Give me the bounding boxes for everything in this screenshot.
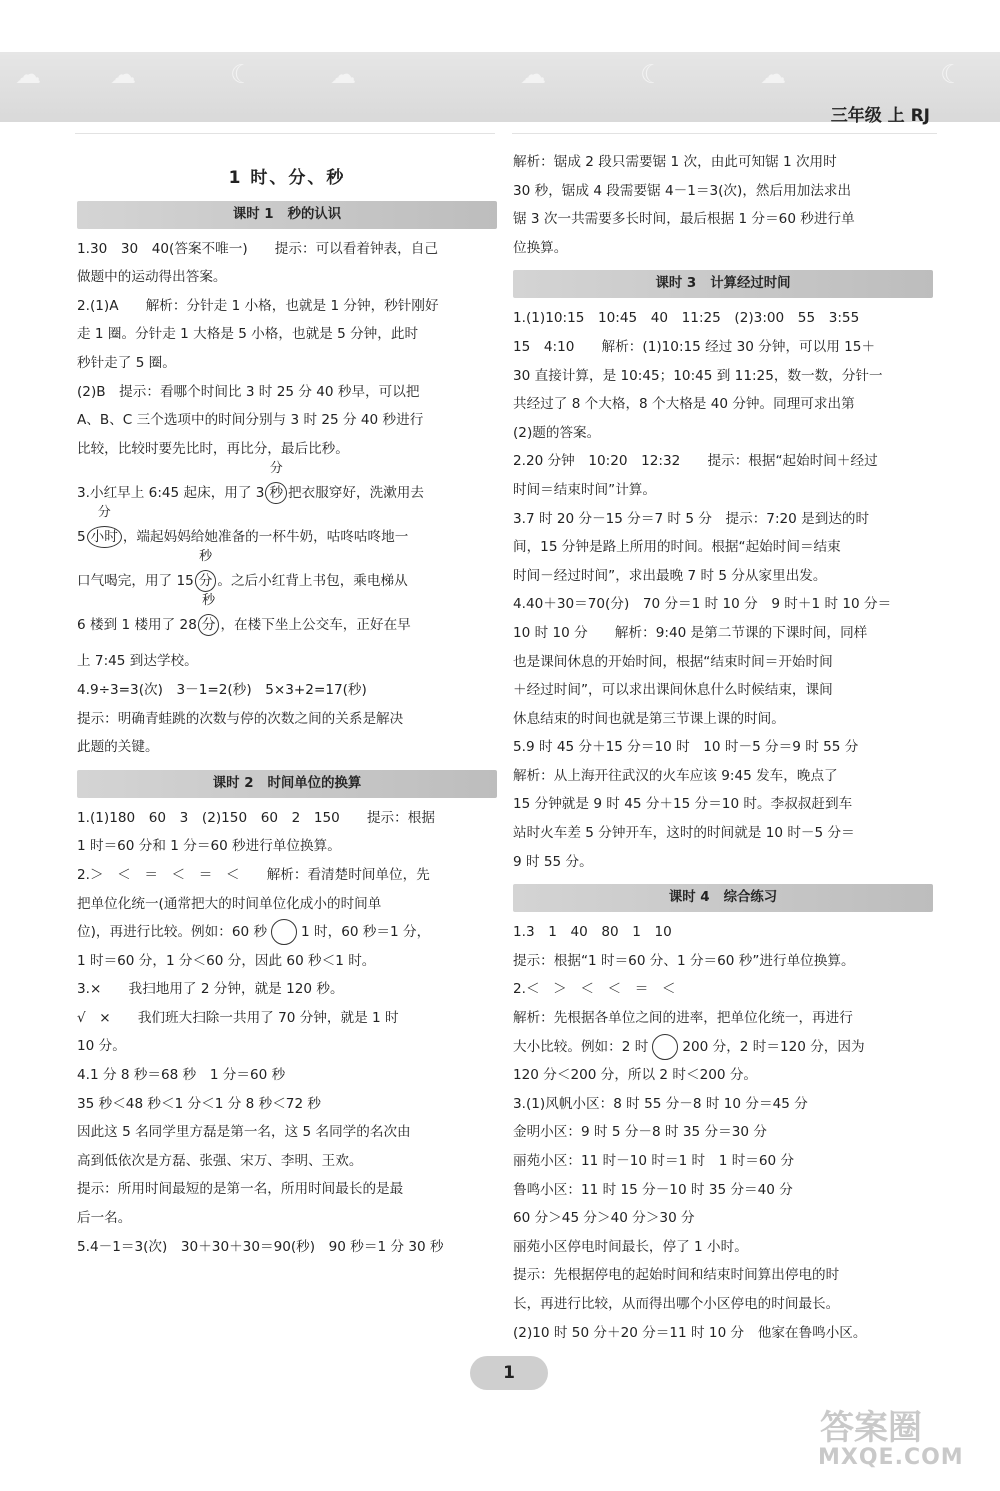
q3-line — [77, 549, 497, 603]
circled-unit — [265, 461, 287, 504]
answer-line: 1 时＝60 分和 1 分＝60 秒进行单位换算。 — [77, 838, 341, 855]
moon-icon: ☾ — [940, 60, 964, 90]
blank-circle — [271, 919, 297, 945]
divider — [75, 133, 495, 134]
answer-line: 此题的关键。 — [77, 739, 159, 756]
answer-line: 30 直接计算，是 10:45；10:45 到 11:25，数一数，分针一 — [513, 367, 883, 384]
answer-line: 站时火车差 5 分钟开车，这时的时间就是 10 时－5 分＝ — [513, 825, 855, 842]
answer-line: 秒针走了 5 圈。 — [77, 354, 176, 371]
page-number: 1 — [470, 1356, 548, 1390]
wrong-unit: 小时 — [90, 529, 118, 546]
blank-circle — [652, 1034, 678, 1060]
answer-text: 1 时，60 秒＝1 分， — [301, 924, 431, 941]
right-column — [513, 148, 933, 1347]
answer-line: 1.3 1 40 80 1 10 — [513, 924, 672, 941]
q3-line — [77, 593, 497, 647]
answer-line: (2)10 时 50 分＋20 分＝11 时 10 分 他家在鲁鸣小区。 — [513, 1324, 867, 1341]
q3-line: 上 7:45 到达学校。 — [77, 653, 198, 670]
q3-text: 。之后小红背上书包，乘电梯从 — [217, 573, 408, 590]
answer-line: 金明小区：9 时 5 分－8 时 35 分＝30 分 — [513, 1124, 767, 1141]
answer-line: 丽苑小区停电时间最长，停了 1 小时。 — [513, 1238, 748, 1255]
answer-line: 走 1 圈。分针走 1 大格是 5 小格，也就是 5 分钟，此时 — [77, 326, 419, 343]
lesson-title: 时间单位的换算 — [267, 775, 362, 791]
divider — [512, 133, 937, 134]
answer-line: 解析：锯成 2 段只需要锯 1 次，由此可知锯 1 次用时 — [513, 154, 837, 170]
answer-line: (2)B 提示：看哪个时间比 3 时 25 分 40 秒早，可以把 — [77, 383, 420, 400]
wrong-unit: 分 — [201, 617, 216, 634]
answer-line — [513, 1033, 933, 1062]
answer-line: 后一名。 — [77, 1210, 132, 1227]
answer-line: 长，再进行比较，从而得出哪个小区停电的时间最长。 — [513, 1295, 840, 1312]
answer-line: (2)题的答案。 — [513, 424, 601, 441]
q3-text: 6 楼到 1 楼用了 28 — [77, 617, 197, 634]
answer-line: 因此这 5 名同学里方磊是第一名，这 5 名同学的名次由 — [77, 1124, 411, 1141]
answer-line: 15 4:10 解析：(1)10:15 经过 30 分钟，可以用 15＋ — [513, 338, 876, 355]
answer-line: 30 秒，锯成 4 段需要锯 4－1＝3(次)，然后用加法求出 — [513, 182, 852, 199]
cloud-icon: ☁ — [520, 60, 546, 90]
answer-line: 也是课间休息的开始时间，根据“结束时间＝开始时间 — [513, 653, 833, 670]
grade-label: 三年级 上 RJ — [830, 106, 930, 126]
cloud-icon: ☁ — [760, 60, 786, 90]
q3-line — [77, 461, 497, 515]
answer-line: 35 秒＜48 秒＜1 分＜1 分 8 秒＜72 秒 — [77, 1095, 322, 1112]
answer-line: 1.(1)10:15 10:45 40 11:25 (2)3:00 55 3:55 — [513, 310, 860, 327]
answer-line: 1 时＝60 分，1 分＜60 分，因此 60 秒＜1 时。 — [77, 952, 376, 969]
answer-line: 5.4－1＝3(次) 30＋30＋30＝90(秒) 90 秒＝1 分 30 秒 — [77, 1238, 444, 1255]
q3-text: 口气喝完，用了 15 — [77, 573, 194, 590]
answer-line: 高到低依次是方磊、张强、宋万、李明、王欢。 — [77, 1152, 363, 1169]
answer-text: 大小比较。例如：2 时 — [513, 1038, 649, 1055]
answer-line: 提示：根据“1 时＝60 分、1 分＝60 秒”进行单位换算。 — [513, 952, 855, 969]
q3-line — [77, 505, 497, 559]
q3-text: 5 — [77, 529, 86, 546]
answer-line: 1.30 30 40(答案不唯一) 提示：可以看着钟表，自己 — [77, 240, 438, 257]
answer-line: 9 时 55 分。 — [513, 853, 593, 870]
q3-text: ，在楼下坐上公交车，正好在早 — [220, 617, 411, 634]
answer-line: 4.40＋30＝70(分) 70 分＝1 时 10 分 9 时＋1 时 10 分＝ — [513, 596, 892, 613]
lesson-title: 秒的认识 — [287, 206, 342, 222]
lesson-label: 课时 3 — [655, 276, 697, 292]
q3-text: 把衣服穿好，洗漱用去 — [288, 485, 424, 502]
answer-line: 做题中的运动得出答案。 — [77, 269, 227, 286]
answer-line: 锯 3 次一共需要多长时间，最后根据 1 分＝60 秒进行单 — [513, 211, 855, 228]
answer-line: 时间－经过时间”，求出最晚 7 时 5 分从家里出发。 — [513, 567, 827, 584]
q3-text: 3.小红早上 6:45 起床，用了 3 — [77, 485, 265, 502]
answer-line: 5.9 时 45 分＋15 分＝10 时 10 时－5 分＝9 时 55 分 — [513, 739, 859, 756]
cloud-icon: ☁ — [330, 60, 356, 90]
cloud-icon: ☁ — [15, 60, 41, 90]
answer-line: 3.7 时 20 分－15 分＝7 时 5 分 提示：7:20 是到达的时 — [513, 510, 870, 527]
circled-unit — [195, 549, 217, 592]
answer-line: 休息结束的时间也就是第三节课上课的时间。 — [513, 710, 785, 727]
answer-line: 120 分＜200 分，所以 2 时＜200 分。 — [513, 1067, 758, 1084]
answer-text: 200 分，2 时＝120 分，因为 — [682, 1038, 865, 1055]
answer-line: 解析：先根据各单位之间的进率，把单位化统一，再进行 — [513, 1010, 853, 1027]
moon-icon: ☾ — [640, 60, 664, 90]
cloud-icon: ☁ — [110, 60, 136, 90]
answer-line — [77, 918, 497, 947]
circled-unit — [87, 505, 122, 548]
answer-line: 2.20 分钟 10:20 12:32 提示：根据“起始时间＋经过 — [513, 453, 878, 470]
answer-line: 10 时 10 分 解析：9:40 是第二节课的下课时间，同样 — [513, 624, 868, 641]
answer-line: ＋经过时间”，可以求出课间休息什么时候结束，课间 — [513, 682, 833, 699]
answer-text: 位)，再进行比较。例如：60 秒 — [77, 924, 268, 941]
answer-line: 鲁鸣小区：11 时 15 分－10 时 35 分＝40 分 — [513, 1181, 793, 1198]
corrected-unit: 秒 — [199, 549, 213, 565]
wrong-unit: 分 — [198, 573, 213, 590]
lesson-1-header — [77, 201, 497, 229]
lesson-label: 课时 1 — [232, 206, 274, 222]
answer-line: 2.＞ ＜ ＝ ＜ ＝ ＜ 解析：看清楚时间单位，先 — [77, 866, 430, 883]
lesson-4-header — [513, 884, 933, 912]
answer-line: 10 分。 — [77, 1038, 126, 1055]
answer-line: 提示：明确青蛙跳的次数与停的次数之间的关系是解决 — [77, 710, 404, 727]
answer-line: 位换算。 — [513, 239, 568, 256]
q3-text: ，端起妈妈给她准备的一杯牛奶，咕咚咕咚地一 — [122, 529, 409, 546]
answer-line: 丽苑小区：11 时－10 时＝1 时 1 时＝60 分 — [513, 1153, 795, 1169]
answer-line: 60 分＞45 分＞40 分＞30 分 — [513, 1210, 695, 1227]
moon-icon: ☾ — [230, 60, 254, 90]
answer-line: 15 分钟就是 9 时 45 分＋15 分＝10 时。李叔叔赶到车 — [513, 796, 853, 813]
answer-line: 提示：所用时间最短的是第一名，所用时间最长的是最 — [77, 1181, 404, 1198]
answer-line: 共经过了 8 个大格，8 个大格是 40 分钟。同理可求出第 — [513, 396, 855, 413]
answer-line: 2.＜ ＞ ＜ ＜ ＝ ＜ — [513, 981, 676, 998]
answer-line: 时间＝结束时间”计算。 — [513, 481, 656, 498]
answer-line: 3.× 我扫地用了 2 分钟，就是 120 秒。 — [77, 981, 344, 998]
answer-line: 比较，比较时要先比时，再比分，最后比秒。 — [77, 440, 349, 457]
watermark-url: MXQE.COM — [818, 1445, 964, 1470]
lesson-title: 综合练习 — [723, 890, 778, 906]
answer-line: 1.(1)180 60 3 (2)150 60 2 150 提示：根据 — [77, 809, 435, 826]
answer-line: 把单位化统一(通常把大的时间单位化成小的时间单 — [77, 895, 382, 912]
lesson-title: 计算经过时间 — [710, 276, 791, 292]
lesson-3-header — [513, 270, 933, 298]
watermark-brand: 答案圈 — [820, 1408, 922, 1448]
answer-line: 解析：从上海开往武汉的火车应该 9:45 发车，晚点了 — [513, 767, 838, 784]
answer-line: 3.(1)风帆小区：8 时 55 分－8 时 10 分＝45 分 — [513, 1095, 808, 1112]
corrected-unit: 秒 — [202, 593, 216, 609]
lesson-2-header — [77, 770, 497, 798]
lesson-label: 课时 2 — [212, 775, 254, 791]
chapter-title: 1 时、分、秒 — [228, 168, 346, 188]
answer-line: 2.(1)A 解析：分针走 1 小格，也就是 1 分钟，秒针刚好 — [77, 297, 439, 314]
wrong-unit: 秒 — [269, 485, 284, 502]
corrected-unit: 分 — [269, 461, 283, 477]
answer-line: A、B、C 三个选项中的时间分别与 3 时 25 分 40 秒进行 — [77, 412, 424, 429]
circled-unit — [198, 593, 220, 636]
left-column — [77, 148, 497, 1261]
answer-line: 间，15 分钟是路上所用的时间。根据“起始时间＝结束 — [513, 539, 841, 556]
corrected-unit: 分 — [97, 505, 111, 521]
answer-line: √ × 我们班大扫除一共用了 70 分钟，就是 1 时 — [77, 1009, 399, 1026]
answer-line: 提示：先根据停电的起始时间和结束时间算出停电的时 — [513, 1267, 840, 1284]
answer-line: 4.9÷3=3(次) 3－1=2(秒) 5×3+2=17(秒) — [77, 681, 367, 698]
answer-line: 4.1 分 8 秒＝68 秒 1 分＝60 秒 — [77, 1067, 286, 1084]
lesson-label: 课时 4 — [668, 890, 710, 906]
